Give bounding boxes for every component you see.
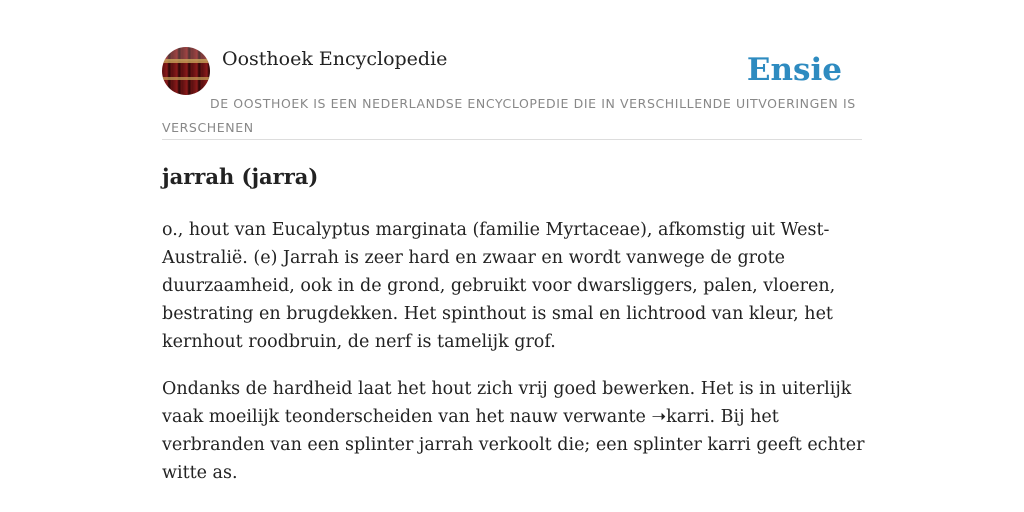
encyclopedia-books-avatar[interactable]	[162, 47, 210, 95]
article-paragraph	[162, 375, 867, 487]
site-header	[162, 46, 862, 140]
karri-link[interactable]: karri	[666, 407, 710, 427]
avatar-spine-band	[162, 77, 210, 80]
site-title[interactable]: Oosthoek Encyclopedie	[222, 48, 448, 70]
avatar-spine-band	[162, 59, 210, 63]
article-paragraph: o., hout van Eucalyptus marginata (familie Myrtaceae), afkomstig uit West-Australië. (e) Jarrah is zeer hard en zwaar en wordt vanwege de grote duurzaamheid, ook in de grond, gebruikt voor dwarsliggers, palen, vloeren, bestrating en brugdekken. Het spinthout is smal en lichtrood van kleur, het kernhout roodbruin, de nerf is tamelijk grof.	[162, 220, 836, 352]
link-arrow-icon: ➝	[651, 407, 667, 427]
ensie-logo[interactable]: Ensie	[746, 52, 842, 88]
article-title: jarrah (jarra)	[162, 164, 319, 189]
site-tagline: DE OOSTHOEK IS EEN NEDERLANDSE ENCYCLOPEDIE DIE IN VERSCHILLENDE UITVOERINGEN IS VERSCHENEN	[162, 96, 856, 135]
article-body	[162, 216, 867, 506]
paragraph-text: . Bij het verbranden van een splinter jarrah verkoolt die; een splinter karri geeft echter witte as.	[162, 407, 865, 483]
paragraph-text: Ondanks de hardheid laat het hout zich vrij goed bewerken. Het is in uiterlijk vaak moeilijk teonderscheiden van het nauw verwante	[162, 379, 852, 427]
